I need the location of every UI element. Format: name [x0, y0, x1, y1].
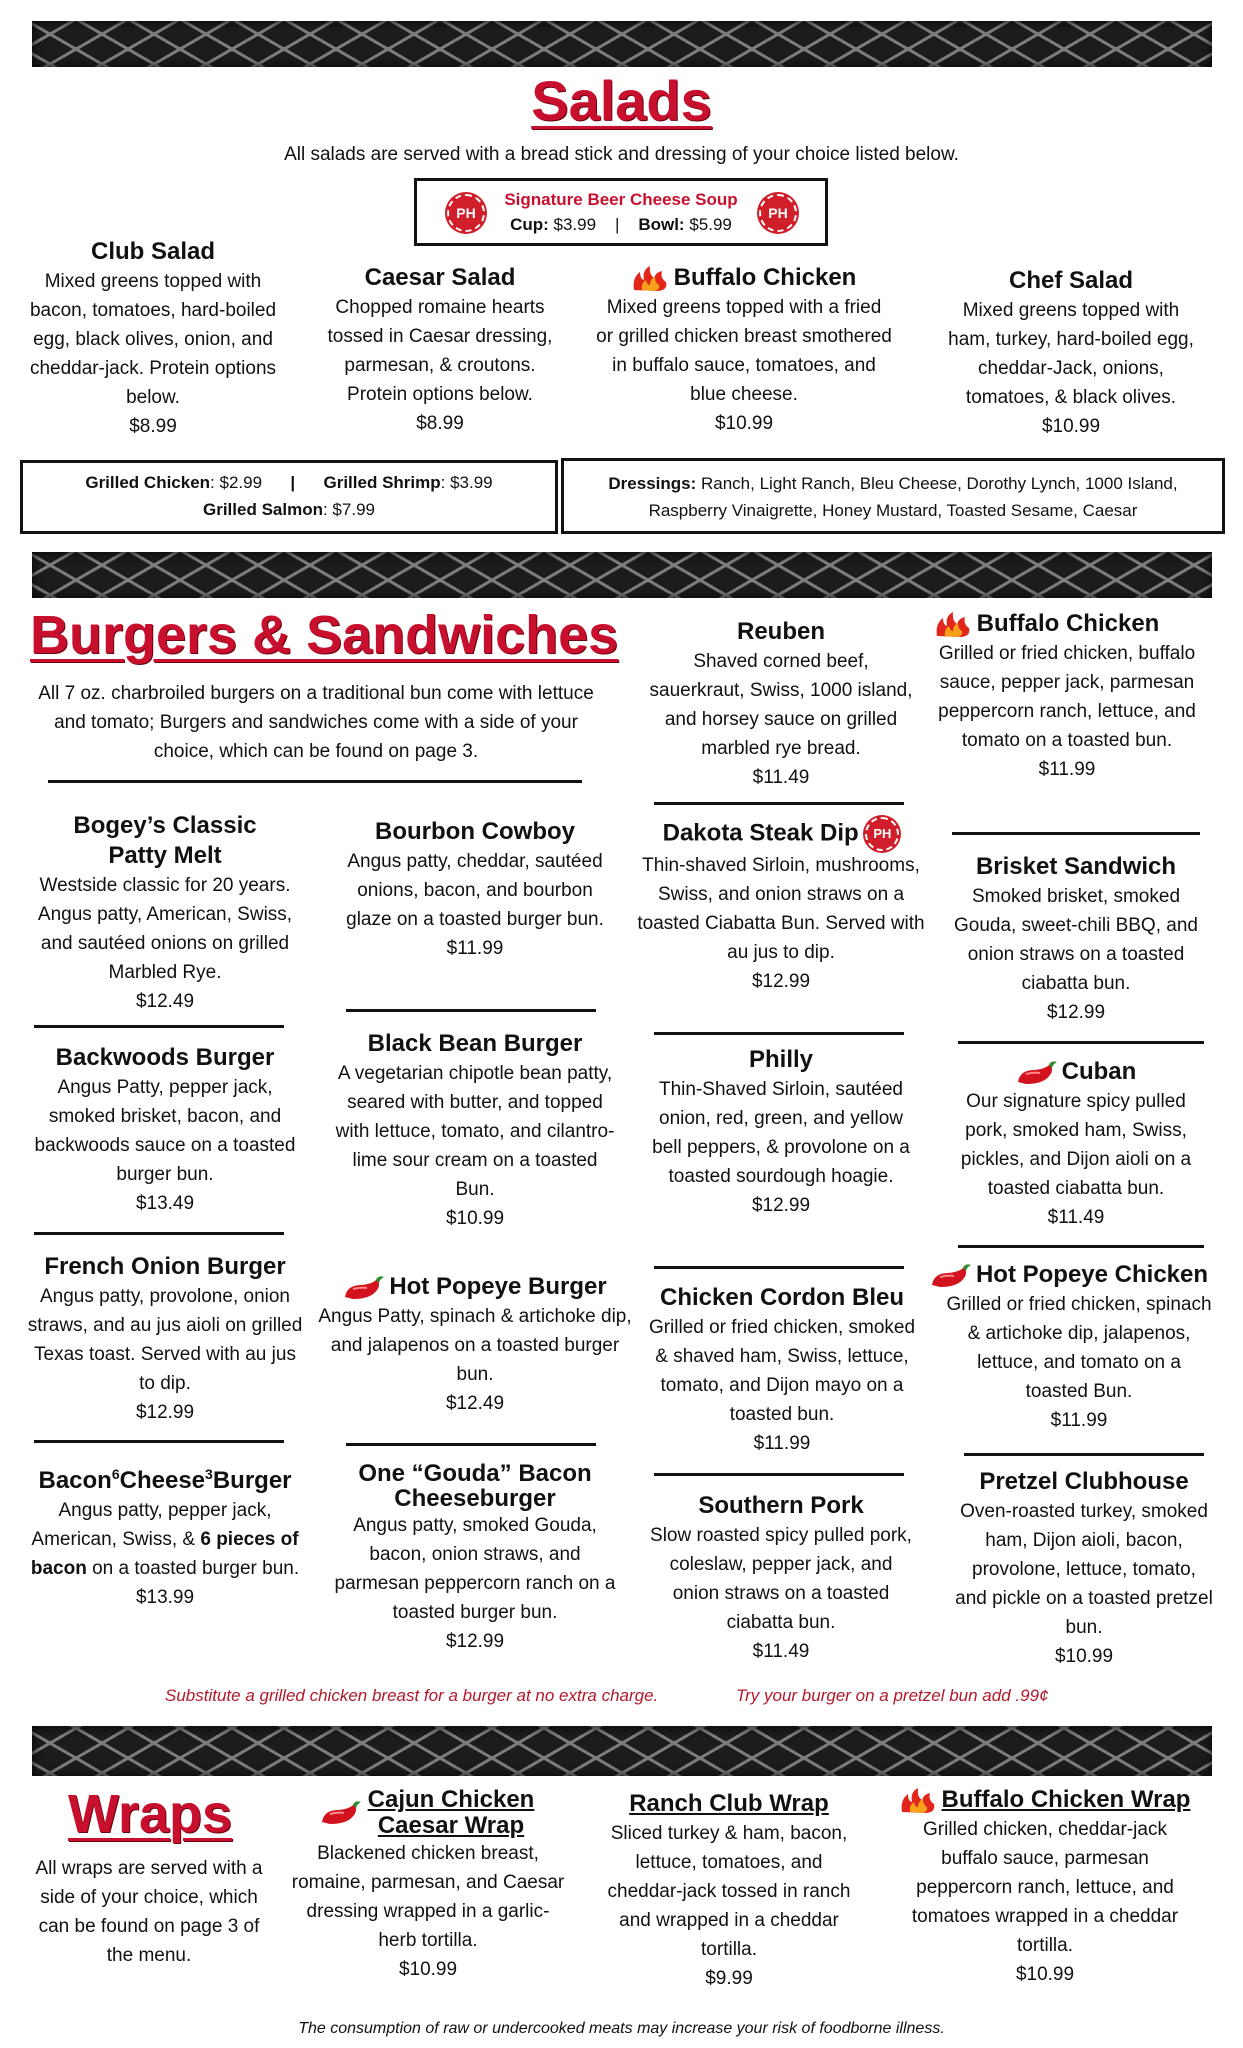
- item-name: Black Bean Burger: [367, 1030, 583, 1057]
- protein-shrimp-label: Grilled Shrimp: [323, 473, 441, 492]
- ph-badge-icon: PH: [447, 194, 485, 232]
- item-price: $10.99: [398, 1959, 458, 1980]
- item-desc: Blackened chicken breast, romaine, parmesan, and Caesar dressing wrapped in a garlic-herb tortilla.: [291, 1843, 565, 1951]
- item-name: Backwoods Burger: [55, 1044, 275, 1071]
- flame-icon: [935, 612, 971, 638]
- menu-item: [24, 1459, 306, 1612]
- dressings-label: Dressings:: [608, 474, 697, 493]
- item-price: $11.49: [1047, 1207, 1105, 1228]
- item-name-row: [896, 1785, 1194, 1815]
- item-name-row: [290, 1787, 566, 1839]
- item-desc: Grilled or fried chicken, smoked & shaved ham, Swiss, lettuce, tomato, and Dijon mayo on a toasted bun.: [648, 1317, 916, 1425]
- divider: [654, 1032, 904, 1035]
- item-price: $12.49: [445, 1393, 505, 1414]
- foodborne-disclaimer: The consumption of raw or undercooked meats may increase your risk of foodborne illness.: [298, 2020, 945, 2037]
- item-desc: Smoked brisket, smoked Gouda, sweet-chili BBQ, and onion straws on a toasted ciabatta bun.: [954, 886, 1198, 994]
- item-name: Hot Popeye Burger: [389, 1273, 607, 1300]
- menu-item: [954, 1467, 1214, 1671]
- salads-intro: All salads are served with a bread stick and dressing of your choice listed below.: [284, 144, 959, 165]
- item-desc: Chopped romaine hearts tossed in Caesar dressing, parmesan, & croutons. Protein options below.: [327, 297, 553, 405]
- pepper-icon: [320, 1800, 362, 1826]
- menu-item: [596, 263, 892, 438]
- wraps-intro: All wraps are served with a side of your choice, which can be found on page 3 of the menu.: [35, 1858, 263, 1966]
- item-name: Bourbon Cowboy: [375, 818, 575, 845]
- menu-item: [24, 811, 306, 1016]
- item-desc: Angus patty, cheddar, sautéed onions, bacon, and bourbon glaze on a toasted burger bun.: [346, 851, 604, 930]
- item-price: $11.99: [446, 938, 504, 959]
- item-name-row: [894, 609, 1200, 639]
- item-price: $12.99: [445, 1631, 505, 1652]
- item-desc: Mixed greens topped with bacon, tomatoes, hard-boiled egg, black olives, onion, and cheddar-jack. Protein options below.: [29, 271, 277, 408]
- divider: [964, 1453, 1204, 1456]
- protein-box: [20, 460, 558, 534]
- menu-item: [334, 817, 616, 963]
- menu-item: [646, 617, 916, 792]
- protein-salmon-price: : $7.99: [322, 500, 375, 519]
- substitute-note: Substitute a grilled chicken breast for a burger at no extra charge.: [165, 1686, 659, 1705]
- dressings-box: [561, 458, 1225, 534]
- salads-title: Salads: [531, 69, 712, 132]
- item-price: $9.99: [705, 1968, 753, 1989]
- item-price: $12.99: [135, 1402, 195, 1423]
- item-name: French Onion Burger: [44, 1253, 286, 1280]
- item-desc: Westside classic for 20 years. Angus patty, American, Swiss, and sautéed onions on grilled Marbled Rye.: [37, 875, 293, 983]
- menu-item: [896, 1785, 1194, 1989]
- item-name: Brisket Sandwich: [975, 853, 1177, 880]
- menu-item: [924, 1260, 1214, 1435]
- item-desc: Thin-Shaved Sirloin, sautéed onion, red, green, and yellow bell peppers, & provolone on a toasted sourdough hoagie.: [652, 1079, 910, 1187]
- pepper-icon: [343, 1275, 385, 1301]
- item-name: Bogey’s Classic Patty Melt: [73, 812, 257, 869]
- ph-badge-icon: PH: [759, 194, 797, 232]
- menu-item: [944, 266, 1198, 441]
- divider: [48, 780, 582, 783]
- pretzel-note: Try your burger on a pretzel bun add .99¢: [736, 1686, 1049, 1705]
- soup-cup-price: $3.99: [553, 215, 597, 234]
- item-name: Pretzel Clubhouse: [979, 1468, 1189, 1495]
- protein-chicken-price: : $2.99: [210, 473, 263, 492]
- divider: [952, 832, 1200, 835]
- item-desc: Oven-roasted turkey, smoked ham, Dijon aioli, bacon, provolone, lettuce, tomato, and pickle on a toasted pretzel bun.: [955, 1501, 1213, 1638]
- item-desc: Mixed greens topped with ham, turkey, hard-boiled egg, cheddar-Jack, onions, tomatoes, & black olives.: [948, 300, 1194, 408]
- pepper-icon: [930, 1263, 972, 1289]
- top-banner: [32, 21, 1212, 67]
- dressings-list: Ranch, Light Ranch, Bleu Cheese, Dorothy Lynch, 1000 Island, Raspberry Vinaigrette, Honey Mustard, Toasted Sesame, Caesar: [648, 474, 1178, 520]
- item-name-row: [596, 263, 892, 293]
- protein-chicken-label: Grilled Chicken: [85, 473, 211, 492]
- menu-item: [316, 263, 564, 438]
- item-price: $12.99: [1046, 1002, 1106, 1023]
- pepper-icon: [1016, 1060, 1058, 1086]
- item-price: $10.99: [714, 413, 774, 434]
- divider: [958, 1245, 1204, 1248]
- menu-item: [944, 852, 1208, 1027]
- item-desc: Mixed greens topped with a fried or grilled chicken breast smothered in buffalo sauce, tomatoes, and blue cheese.: [596, 297, 892, 405]
- soup-name: Signature Beer Cheese Soup: [504, 190, 738, 209]
- item-desc: Sliced turkey & ham, bacon, lettuce, tomatoes, and cheddar-jack tossed in ranch and wrapped in a cheddar tortilla.: [607, 1823, 851, 1960]
- item-price: $11.49: [752, 1641, 810, 1662]
- menu-item: [24, 1252, 306, 1427]
- menu-item: [290, 1787, 566, 1984]
- item-desc: Our signature spicy pulled pork, smoked ham, Swiss, pickles, and Dijon aioli on a toasted ciabatta bun.: [960, 1091, 1192, 1199]
- soup-prices: [417, 215, 825, 235]
- divider: [654, 1266, 904, 1269]
- item-desc: Slow roasted spicy pulled pork, coleslaw, pepper jack, and onion straws on a toasted ciabatta bun.: [650, 1525, 912, 1633]
- item-name: Caesar Salad: [364, 264, 516, 291]
- item-desc: Angus Patty, pepper jack, smoked brisket, bacon, and backwoods sauce on a toasted burger bun.: [34, 1077, 296, 1185]
- soup-box: [414, 178, 828, 246]
- soup-bowl-label: Bowl:: [638, 215, 685, 234]
- soup-divider: |: [615, 215, 620, 234]
- flame-icon: [632, 266, 668, 292]
- menu-item: [596, 1789, 862, 1993]
- item-price: $10.99: [1041, 416, 1101, 437]
- item-name: One “Gouda” Bacon Cheeseburger: [358, 1460, 592, 1512]
- menu-item: [634, 817, 928, 996]
- item-desc: Angus patty, smoked Gouda, bacon, onion straws, and parmesan peppercorn ranch on a toasted burger bun.: [334, 1515, 616, 1623]
- item-price: $11.99: [753, 1433, 811, 1454]
- item-desc: Thin-shaved Sirloin, mushrooms, Swiss, and onion straws on a toasted Ciabatta Bun. Served with au jus to dip.: [637, 855, 925, 963]
- item-name: Chicken Cordon Bleu: [659, 1284, 905, 1311]
- item-price: $11.49: [752, 767, 810, 788]
- item-price: $11.99: [1050, 1410, 1108, 1431]
- divider: [346, 1009, 596, 1012]
- item-desc: Angus Patty, spinach & artichoke dip, and jalapenos on a toasted burger bun.: [318, 1306, 632, 1385]
- burgers-title: Burgers & Sandwiches: [30, 605, 619, 665]
- menu-item: [24, 1043, 306, 1218]
- flame-icon: [900, 1788, 936, 1814]
- item-price: $12.99: [751, 1195, 811, 1216]
- protein-divider: |: [290, 473, 296, 492]
- item-price: $8.99: [129, 416, 177, 437]
- item-name: Philly: [748, 1046, 814, 1073]
- item-name: Buffalo Chicken: [976, 610, 1160, 637]
- item-price: $12.49: [135, 991, 195, 1012]
- divider: [958, 1041, 1204, 1044]
- item-name: Bacon$^6$Cheese$^3$Burger: [38, 1466, 292, 1494]
- item-desc: Grilled chicken, cheddar-jack buffalo sauce, parmesan peppercorn ranch, lettuce, and tomatoes wrapped in a cheddar tortilla.: [911, 1819, 1179, 1956]
- item-name-row: [318, 1272, 632, 1302]
- soup-cup-label: Cup:: [510, 215, 549, 234]
- menu-item: [646, 1045, 916, 1220]
- item-name: Southern Pork: [698, 1492, 864, 1519]
- soup-bowl-price: $5.99: [689, 215, 732, 234]
- item-price: $11.99: [1038, 759, 1096, 780]
- divider: [654, 802, 904, 805]
- item-price: $8.99: [416, 413, 464, 434]
- item-name: Cuban: [1061, 1058, 1137, 1085]
- menu-item: [334, 1461, 616, 1656]
- item-desc: Angus patty, pepper jack, American, Swiss, & 6 pieces of bacon on a toasted burger bun.: [30, 1500, 300, 1579]
- item-name-row: [944, 1057, 1208, 1087]
- item-name: Reuben: [736, 618, 825, 645]
- wraps-title: Wraps: [68, 1784, 233, 1844]
- middle-banner: [32, 552, 1212, 598]
- item-name-row: [634, 817, 928, 851]
- item-desc: A vegetarian chipotle bean patty, seared with butter, and topped with lettuce, tomato, and cilantro-lime sour cream on a toasted Bun.: [335, 1063, 615, 1200]
- protein-shrimp-price: : $3.99: [440, 473, 493, 492]
- menu-item: [646, 1491, 916, 1666]
- menu-item: [944, 1057, 1208, 1232]
- item-name: Club Salad: [90, 238, 216, 265]
- menu-item: [318, 1272, 632, 1418]
- item-name: Hot Popeye Chicken: [975, 1261, 1209, 1288]
- divider: [34, 1440, 284, 1443]
- divider: [346, 1443, 596, 1446]
- item-name-row: [924, 1260, 1214, 1290]
- item-name: Buffalo Chicken: [673, 264, 857, 291]
- ph-badge-icon: PH: [865, 817, 899, 851]
- item-price: $13.49: [135, 1193, 195, 1214]
- menu-item: [640, 1283, 924, 1458]
- menu-item: [934, 609, 1200, 784]
- item-desc: Angus patty, provolone, onion straws, and au jus aioli on grilled Texas toast. Served with au jus to dip.: [27, 1286, 303, 1394]
- item-name: Ranch Club Wrap: [629, 1790, 829, 1817]
- item-name: Dakota Steak Dip: [662, 819, 859, 847]
- item-desc: Shaved corned beef, sauerkraut, Swiss, 1000 island, and horsey sauce on grilled marbled rye bread.: [649, 651, 913, 759]
- item-desc: Grilled or fried chicken, buffalo sauce, pepper jack, parmesan peppercorn ranch, lettuce, and tomato on a toasted bun.: [938, 643, 1196, 751]
- item-name: Cajun Chicken Caesar Wrap: [367, 1786, 535, 1839]
- bottom-banner: [32, 1726, 1212, 1776]
- protein-salmon-label: Grilled Salmon: [203, 500, 323, 519]
- menu-item: [22, 237, 284, 441]
- divider: [654, 1473, 904, 1476]
- divider: [34, 1025, 284, 1028]
- item-desc: Grilled or fried chicken, spinach & artichoke dip, jalapenos, lettuce, and tomato on a toasted Bun.: [946, 1294, 1212, 1402]
- item-price: $10.99: [1054, 1646, 1114, 1667]
- item-name: Buffalo Chicken Wrap: [941, 1786, 1191, 1813]
- item-price: $10.99: [445, 1208, 505, 1229]
- item-price: $10.99: [1015, 1964, 1075, 1985]
- item-name: Chef Salad: [1008, 267, 1134, 294]
- burgers-intro: All 7 oz. charbroiled burgers on a traditional bun come with lettuce and tomato; Burgers and sandwiches come with a side of your choice, which can be found on page 3.: [38, 683, 594, 762]
- item-price: $12.99: [751, 971, 811, 992]
- item-price: $13.99: [135, 1587, 195, 1608]
- divider: [34, 1232, 284, 1235]
- menu-item: [334, 1029, 616, 1233]
